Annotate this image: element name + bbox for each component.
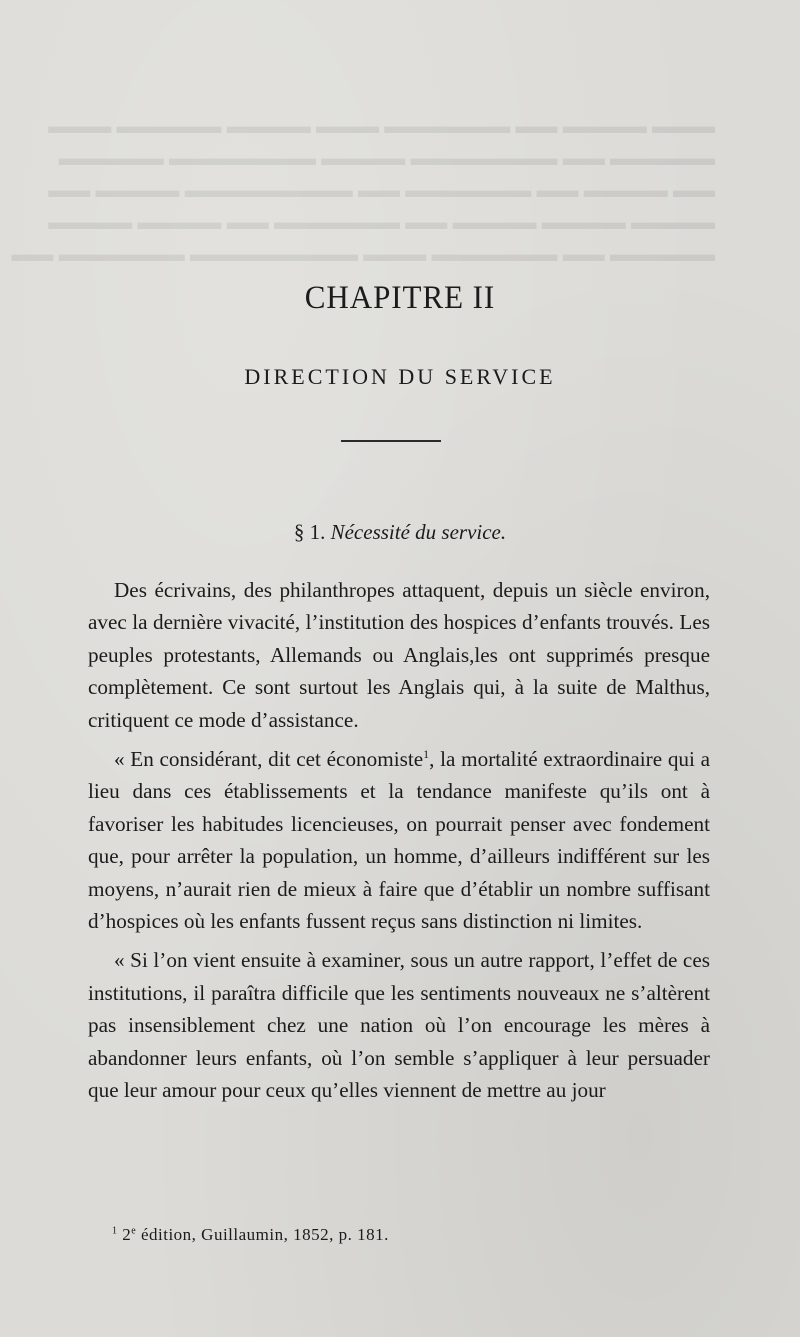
paragraph-text: , la mortalité extraordinaire qui a lieu dans ces établissements et la tendance manifeste qu’ils ont à favoriser les habitudes licencieuses, on pourrait penser avec fondement que, pour arrêter la population, un homme, d’ailleurs indifférent sur les moyens, n’aurait rien de mieux à faire que d’établir un nombre suffisant d’hospices où les enfants fussent reçus sans distinction ni limites. [88,747,710,934]
footnote-reference: 1 [423,746,430,761]
bleed-through-texture: ▬▬ ▬▬▬▬ ▬▬ ▬▬▬▬▬▬ ▬▬ ▬▬▬▬▬▬▬▬ ▬▬▬▬ ▬▬ [48,178,715,202]
bleed-through-texture: ▬▬▬▬▬ ▬▬ ▬▬▬▬▬▬ ▬▬▬ ▬▬▬▬▬▬▬▬ ▬▬▬▬▬▬ ▬▬ [11,242,715,266]
section-heading [0,520,800,545]
footnote [112,1225,712,1245]
chapter-heading: DIRECTION DU SERVICE [244,364,556,389]
paragraph-text: « En considérant, dit cet économiste [114,747,424,772]
bleed-through-texture: ▬▬▬▬ ▬▬▬▬ ▬▬▬▬ ▬▬ ▬▬▬▬▬▬ ▬▬ ▬▬▬▬ ▬▬▬▬ [48,210,715,234]
footnote-edition-number: 2 [122,1225,132,1244]
section-title: Nécessité du service. [330,520,507,544]
paragraph: Des écrivains, des philanthropes attaquent, depuis un siècle environ, avec la dernière vivacité, l’institution des hospices d’enfants trouvés. Les peuples protestants, Allemands ou Anglais,les ont supprimés presque complètement. Ce sont surtout les Anglais qui, à la suite de Malthus, critiquent ce mode d’assistance. [88,578,710,732]
footnote-marker: 1 [112,1225,118,1237]
paragraph [88,743,710,937]
paragraph: « Si l’on vient ensuite à examiner, sous un autre rapport, l’effet de ces institutions, il paraîtra difficile que les sentiments nouveaux ne s’altèrent pas insensiblement chez une nation où l’on encourage les mères à abandonner leurs enfants, où l’on semble s’appliquer à leur persuader que leur amour pour ceux qu’elles viennent de mettre au jour [88,948,710,1103]
chapter-title: CHAPITRE II [304,280,496,316]
section-number: § 1. [293,520,326,544]
bleed-through-texture: ▬▬▬ ▬▬▬▬ ▬▬ ▬▬▬▬▬▬ ▬▬▬ ▬▬▬▬ ▬▬▬▬▬ ▬▬▬ [48,114,715,138]
footnote-text: édition, Guillaumin, 1852, p. 181. [136,1225,389,1244]
divider-rule [341,440,441,442]
body-text [88,574,710,1114]
bleed-through-texture: ▬▬▬▬▬ ▬▬ ▬▬▬▬▬▬▬ ▬▬▬▬ ▬▬▬▬▬▬▬ ▬▬▬▬▬ [58,146,715,170]
footnote-edition-suffix: e [131,1225,137,1237]
